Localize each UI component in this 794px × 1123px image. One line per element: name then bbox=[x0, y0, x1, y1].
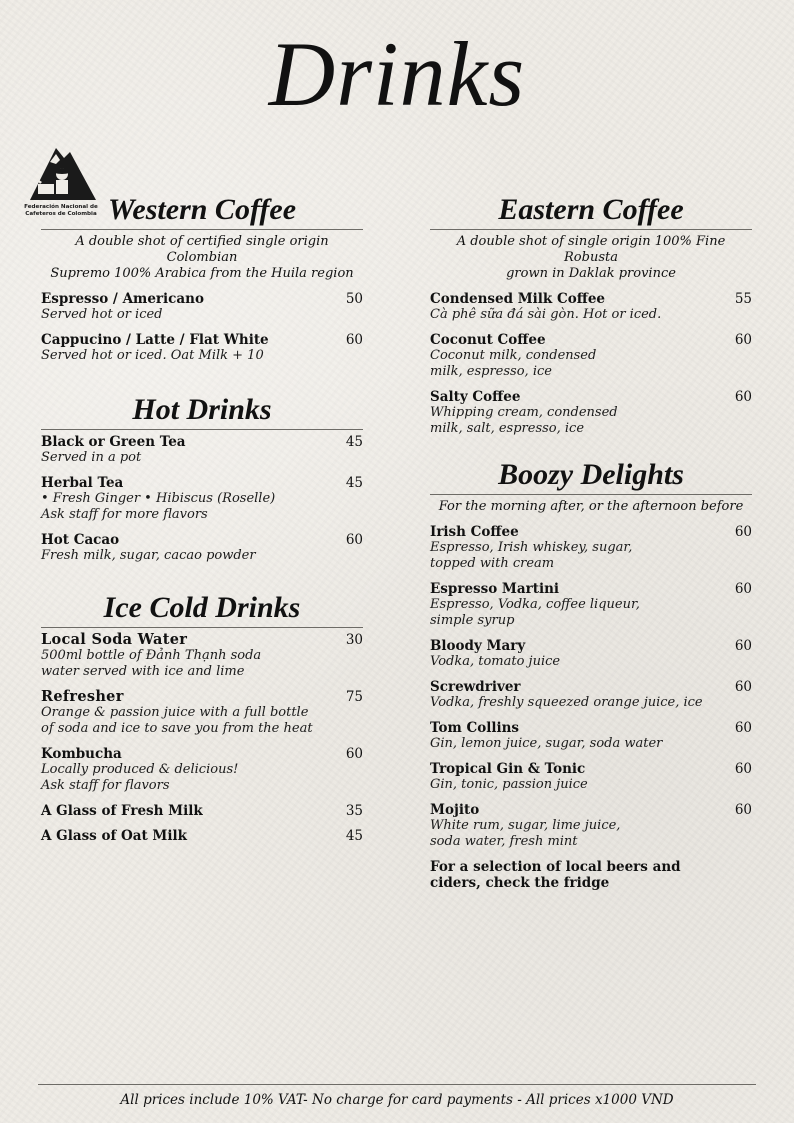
menu-item bbox=[41, 632, 363, 680]
section-title: Eastern Coffee bbox=[430, 192, 752, 230]
item-name: Mojito bbox=[430, 802, 480, 818]
menu-item bbox=[41, 332, 363, 364]
item-price: 45 bbox=[345, 434, 363, 450]
menu-item bbox=[430, 581, 752, 629]
item-desc: Served hot or iced bbox=[41, 307, 163, 322]
section-description: A double shot of certified single origin Colombian Supremo 100% Arabica from the Huila region bbox=[50, 234, 354, 281]
item-desc: Gin, lemon juice, sugar, soda water bbox=[430, 736, 663, 751]
item-price: 75 bbox=[345, 689, 363, 705]
item-price: 60 bbox=[734, 332, 752, 348]
item-price: 30 bbox=[345, 632, 363, 648]
item-desc: of soda and ice to save you from the heat bbox=[41, 721, 313, 736]
menu-item bbox=[430, 524, 752, 572]
right-column bbox=[430, 192, 752, 891]
item-desc: Coconut milk, condensed bbox=[430, 348, 597, 363]
item-price: 60 bbox=[734, 581, 752, 597]
item-name: Herbal Tea bbox=[41, 475, 124, 491]
menu-item bbox=[41, 828, 363, 844]
item-desc: soda water, fresh mint bbox=[430, 834, 578, 849]
item-price: 60 bbox=[734, 679, 752, 695]
section-title: Hot Drinks bbox=[41, 392, 363, 430]
item-price: 50 bbox=[345, 291, 363, 307]
menu-item bbox=[41, 803, 363, 819]
item-price: 60 bbox=[734, 638, 752, 654]
item-desc: Whipping cream, condensed bbox=[430, 405, 618, 420]
item-desc: water served with ice and lime bbox=[41, 664, 245, 679]
item-price: 60 bbox=[345, 746, 363, 762]
page-title: Drinks bbox=[268, 23, 526, 125]
item-name: Tropical Gin & Tonic bbox=[430, 761, 586, 777]
item-name: Espresso / Americano bbox=[41, 291, 204, 307]
item-desc: Espresso, Irish whiskey, sugar, bbox=[430, 540, 633, 555]
item-name: Salty Coffee bbox=[430, 389, 521, 405]
item-desc: topped with cream bbox=[430, 556, 555, 571]
menu-item bbox=[41, 291, 363, 323]
item-name: Tom Collins bbox=[430, 720, 520, 736]
item-price: 60 bbox=[734, 389, 752, 405]
menu-item bbox=[41, 434, 363, 466]
item-desc: milk, espresso, ice bbox=[430, 364, 552, 379]
item-price: 60 bbox=[734, 524, 752, 540]
menu-item bbox=[41, 475, 363, 523]
item-desc: Gin, tonic, passion juice bbox=[430, 777, 588, 792]
section-description: A double shot of single origin 100% Fine Robusta grown in Daklak province bbox=[456, 234, 726, 281]
item-desc: Ask staff for flavors bbox=[41, 778, 170, 793]
item-price: 45 bbox=[345, 828, 363, 844]
item-desc: Vodka, freshly squeezed orange juice, ice bbox=[430, 695, 703, 710]
item-desc: 500ml bottle of Đảnh Thạnh soda bbox=[41, 648, 262, 663]
item-name: Coconut Coffee bbox=[430, 332, 546, 348]
item-desc: Orange & passion juice with a full bottle bbox=[41, 705, 309, 720]
menu-item bbox=[430, 332, 752, 380]
item-name: Local Soda Water bbox=[41, 631, 188, 648]
menu-item bbox=[41, 746, 363, 794]
item-name: Black or Green Tea bbox=[41, 434, 186, 450]
item-name: A Glass of Fresh Milk bbox=[41, 803, 203, 819]
item-price: 60 bbox=[734, 720, 752, 736]
item-name: Irish Coffee bbox=[430, 524, 519, 540]
item-price: 55 bbox=[734, 291, 752, 307]
item-desc: White rum, sugar, lime juice, bbox=[430, 818, 621, 833]
item-desc: simple syrup bbox=[430, 613, 515, 628]
ice-cold-drinks-section bbox=[41, 590, 363, 844]
left-column bbox=[41, 192, 363, 844]
item-name: Espresso Martini bbox=[430, 581, 560, 597]
item-name: Hot Cacao bbox=[41, 532, 120, 548]
footer-divider bbox=[38, 1084, 756, 1085]
item-price: 45 bbox=[345, 475, 363, 491]
western-coffee-section bbox=[41, 192, 363, 364]
item-desc: Fresh milk, sugar, cacao powder bbox=[41, 548, 256, 563]
item-name: Screwdriver bbox=[430, 679, 521, 695]
menu-item bbox=[41, 689, 363, 737]
item-desc: Vodka, tomato juice bbox=[430, 654, 561, 669]
item-name: Cappucino / Latte / Flat White bbox=[41, 332, 269, 348]
section-title: Western Coffee bbox=[41, 192, 363, 230]
item-desc: Served in a pot bbox=[41, 450, 142, 465]
menu-item bbox=[430, 720, 752, 752]
logo-line2: Cafeteros de Colombia bbox=[25, 211, 97, 217]
item-name: A Glass of Oat Milk bbox=[41, 828, 187, 844]
menu-item bbox=[430, 679, 752, 711]
item-name: Kombucha bbox=[41, 746, 122, 762]
section-title: Boozy Delights bbox=[430, 457, 752, 495]
item-desc: Ask staff for more flavors bbox=[41, 507, 208, 522]
section-title: Ice Cold Drinks bbox=[41, 590, 363, 628]
item-price: 60 bbox=[345, 332, 363, 348]
footer-note: All prices include 10% VAT- No charge for card payments - All prices x1000 VND bbox=[120, 1092, 674, 1108]
item-price: 60 bbox=[345, 532, 363, 548]
menu-item bbox=[430, 291, 752, 323]
logo-line1: Federación Nacional de bbox=[24, 204, 98, 210]
item-desc: Cà phê sữa đá sài gòn. Hot or iced. bbox=[430, 307, 662, 322]
item-desc: Served hot or iced. Oat Milk + 10 bbox=[41, 348, 264, 363]
section-description: For the morning after, or the afternoon before bbox=[438, 499, 744, 514]
item-name: Bloody Mary bbox=[430, 638, 526, 654]
item-desc: Espresso, Vodka, coffee liqueur, bbox=[430, 597, 640, 612]
hot-drinks-section bbox=[41, 392, 363, 564]
item-price: 60 bbox=[734, 761, 752, 777]
fridge-note: For a selection of local beers and ciders, check the fridge bbox=[430, 859, 681, 891]
menu-item bbox=[430, 761, 752, 793]
menu-item bbox=[41, 532, 363, 564]
menu-item bbox=[430, 389, 752, 437]
item-name: Condensed Milk Coffee bbox=[430, 291, 605, 307]
menu-item bbox=[430, 638, 752, 670]
item-desc: milk, salt, espresso, ice bbox=[430, 421, 585, 436]
item-name: Refresher bbox=[41, 688, 124, 705]
eastern-coffee-section bbox=[430, 192, 752, 437]
item-desc: Locally produced & delicious! bbox=[41, 762, 239, 777]
item-price: 60 bbox=[734, 802, 752, 818]
boozy-delights-section bbox=[430, 457, 752, 891]
menu-item bbox=[430, 802, 752, 850]
item-price: 35 bbox=[345, 803, 363, 819]
item-desc: • Fresh Ginger • Hibiscus (Roselle) bbox=[41, 491, 276, 506]
